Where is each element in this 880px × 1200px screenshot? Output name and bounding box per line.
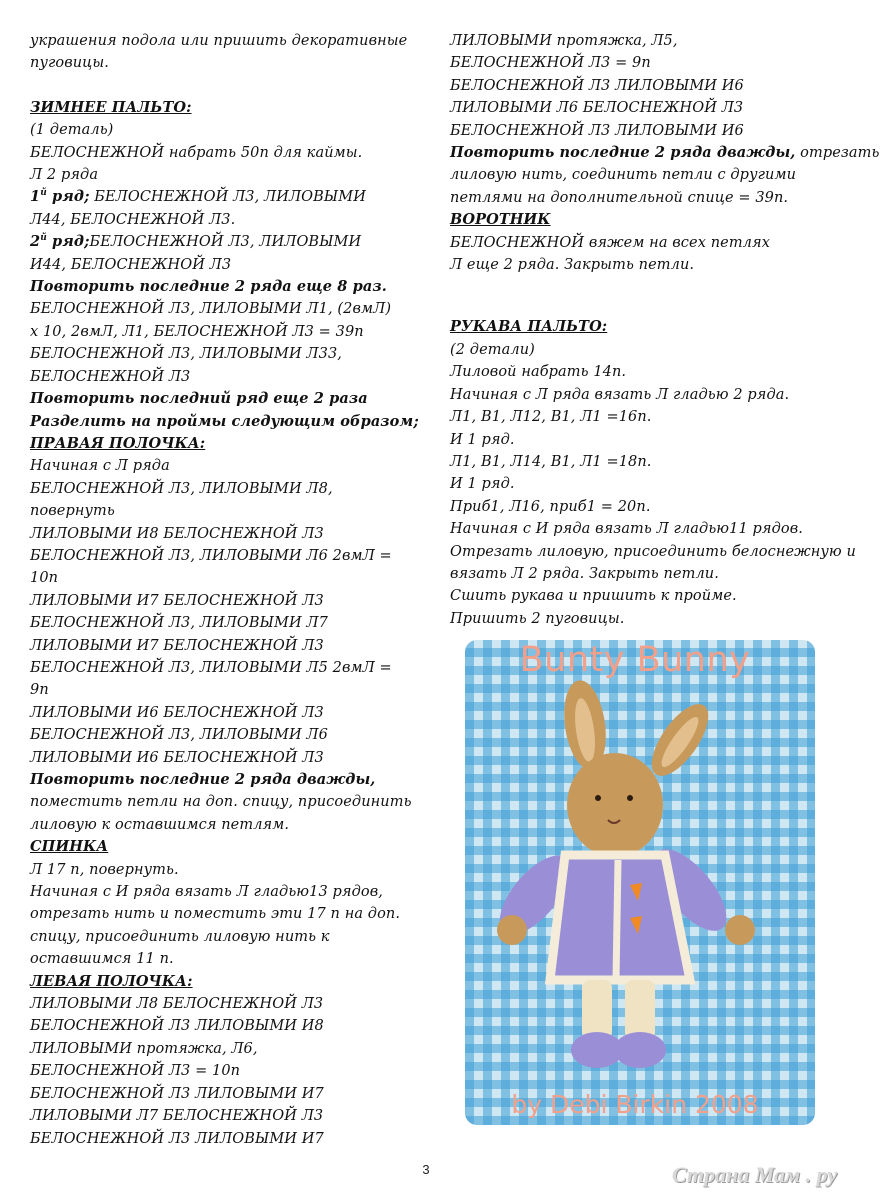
text-line: Начиная с И ряда вязать Л гладью13 рядов, bbox=[30, 884, 383, 901]
text-line: И 1 ряд. bbox=[450, 476, 515, 493]
text-line: БЕЛОСНЕЖНОЙ Л3, ЛИЛОВЫМИ Л8, bbox=[30, 480, 333, 497]
text-line: БЕЛОСНЕЖНОЙ Л3, ЛИЛОВЫМИ Л7 bbox=[30, 615, 328, 632]
text-line: лиловую к оставшимся петлям. bbox=[30, 816, 290, 833]
text-line: пуговицы. bbox=[30, 55, 110, 72]
text-line: БЕЛОСНЕЖНОЙ Л3 = 9п bbox=[450, 55, 651, 72]
text-line: украшения подола или пришить декоративные bbox=[30, 33, 408, 49]
text-line: Л 17 п, повернуть. bbox=[30, 861, 179, 878]
text-line: БЕЛОСНЕЖНОЙ Л3 ЛИЛОВЫМИ И7 bbox=[30, 1085, 324, 1102]
text-line: Начиная с И ряда вязать Л гладью11 рядов. bbox=[450, 521, 803, 538]
row-number-label: $2^й$ ряд; bbox=[30, 233, 90, 251]
text-line: БЕЛОСНЕЖНОЙ Л3 = 10п bbox=[30, 1063, 241, 1080]
text-line: ЛИЛОВЫМИ протяжка, Л5, bbox=[450, 33, 678, 49]
row-instructions: БЕЛОСНЕЖНОЙ Л3, ЛИЛОВЫМИ bbox=[89, 234, 362, 251]
text-line: ЛИЛОВЫМИ Л6 БЕЛОСНЕЖНОЙ Л3 bbox=[450, 100, 744, 117]
text-line: Начиная с Л ряда bbox=[30, 458, 170, 475]
text-line: ЛИЛОВЫМИ И7 БЕЛОСНЕЖНОЙ Л3 bbox=[30, 592, 324, 609]
photo-title: Bunty Bunny bbox=[519, 640, 751, 680]
text-line bbox=[450, 142, 880, 164]
text-line: спицу, присоединить лиловую нить к bbox=[30, 928, 330, 945]
text-line: ЛИЛОВЫМИ Л8 БЕЛОСНЕЖНОЙ Л3 bbox=[30, 996, 324, 1013]
watermark: Страна Мам . ру bbox=[671, 1162, 837, 1187]
text-line: И 1 ряд. bbox=[450, 431, 515, 448]
page-number: 3 bbox=[422, 1162, 430, 1177]
row-instructions: БЕЛОСНЕЖНОЙ Л3, ЛИЛОВЫМИ bbox=[89, 189, 366, 206]
text-line bbox=[30, 186, 420, 208]
text-line: Л1, В1, Л12, В1, Л1 =16п. bbox=[450, 409, 652, 426]
text-line: лиловую нить, соединить петли с другими bbox=[450, 167, 797, 184]
text-line: (1 деталь) bbox=[30, 122, 114, 139]
text-line: (2 детали) bbox=[450, 341, 535, 358]
section-heading: ЗИМНЕЕ ПАЛЬТО: bbox=[30, 98, 192, 116]
blank-line bbox=[450, 276, 835, 298]
text-line: БЕЛОСНЕЖНОЙ вяжем на всех петлях bbox=[450, 234, 770, 251]
text-line: х 10, 2вмЛ, Л1, БЕЛОСНЕЖНОЙ Л3 = 39п bbox=[30, 323, 364, 340]
text-line: БЕЛОСНЕЖНОЙ Л3, ЛИЛОВЫМИ Л33, bbox=[30, 346, 342, 363]
text-line: Пришить 2 пуговицы. bbox=[450, 610, 625, 627]
text-line: БЕЛОСНЕЖНОЙ Л3, ЛИЛОВЫМИ Л5 2вмЛ = bbox=[30, 659, 392, 676]
text-line: поместить петли на доп. спицу, присоединить bbox=[30, 794, 412, 811]
text-line: БЕЛОСНЕЖНОЙ Л3, ЛИЛОВЫМИ Л6 2вмЛ = bbox=[30, 547, 392, 564]
section-heading: ВОРОТНИК bbox=[450, 211, 551, 229]
text-line: Отрезать лиловую, присоединить белоснежную и bbox=[450, 543, 856, 560]
text-line: Сшить рукава и пришить к пройме. bbox=[450, 588, 737, 605]
text-line: повернуть bbox=[30, 503, 115, 520]
text-line: БЕЛОСНЕЖНОЙ набрать 50п для каймы. bbox=[30, 144, 363, 161]
section-heading: СПИНКА bbox=[30, 838, 109, 856]
instruction-tail: отрезать bbox=[795, 145, 880, 162]
section-heading: ПРАВАЯ ПОЛОЧКА: bbox=[30, 434, 206, 452]
right-column bbox=[450, 30, 880, 630]
text-line: Л1, В1, Л14, В1, Л1 =18п. bbox=[450, 453, 652, 470]
text-line: БЕЛОСНЕЖНОЙ Л3 ЛИЛОВЫМИ И6 bbox=[450, 77, 744, 94]
text-line: Л еще 2 ряда. Закрыть петли. bbox=[450, 257, 695, 274]
text-line: ЛИЛОВЫМИ И8 БЕЛОСНЕЖНОЙ Л3 bbox=[30, 525, 324, 542]
text-line: петлями на дополнительной спице = 39п. bbox=[450, 189, 789, 206]
bold-instruction: Повторить последний ряд еще 2 раза bbox=[30, 390, 368, 408]
bunny-figure bbox=[490, 680, 780, 1090]
text-line bbox=[30, 231, 420, 253]
text-line: ЛИЛОВЫМИ И7 БЕЛОСНЕЖНОЙ Л3 bbox=[30, 637, 324, 654]
text-line: Начиная с Л ряда вязать Л гладью 2 ряда. bbox=[450, 386, 790, 403]
text-line: Л44, БЕЛОСНЕЖНОЙ Л3. bbox=[30, 211, 236, 228]
text-line: ЛИЛОВЫМИ И6 БЕЛОСНЕЖНОЙ Л3 bbox=[30, 749, 324, 766]
text-line: отрезать нить и поместить эти 17 п на доп. bbox=[30, 906, 401, 923]
blank-line bbox=[30, 75, 420, 97]
text-line: ЛИЛОВЫМИ И6 БЕЛОСНЕЖНОЙ Л3 bbox=[30, 704, 324, 721]
bold-instruction: Повторить последние 2 ряда дважды, bbox=[30, 771, 376, 788]
text-line: И44, БЕЛОСНЕЖНОЙ Л3 bbox=[30, 256, 232, 273]
text-line: ЛИЛОВЫМИ Л7 БЕЛОСНЕЖНОЙ Л3 bbox=[30, 1108, 324, 1125]
bold-instruction: Повторить последние 2 ряда дважды, bbox=[450, 144, 796, 162]
text-line: Приб1, Л16, приб1 = 20п. bbox=[450, 498, 651, 515]
text-line: БЕЛОСНЕЖНОЙ Л3 bbox=[30, 368, 191, 385]
blank-line bbox=[450, 298, 835, 316]
text-line: 9п bbox=[30, 682, 49, 699]
text-line: БЕЛОСНЕЖНОЙ Л3, ЛИЛОВЫМИ Л1, (2вмЛ) bbox=[30, 301, 392, 318]
text-line: оставшимся 11 п. bbox=[30, 951, 174, 968]
text-line: вязать Л 2 ряда. Закрыть петли. bbox=[450, 565, 719, 582]
section-heading: ЛЕВАЯ ПОЛОЧКА: bbox=[30, 972, 193, 990]
ordinal-suffix: й bbox=[40, 188, 47, 199]
text-line: Лиловой набрать 14п. bbox=[450, 364, 627, 381]
text-line: БЕЛОСНЕЖНОЙ Л3 ЛИЛОВЫМИ И7 bbox=[30, 1130, 324, 1147]
row-number-label: $1^й$ ряд; bbox=[30, 188, 90, 206]
text-line: БЕЛОСНЕЖНОЙ Л3 ЛИЛОВЫМИ И8 bbox=[30, 1018, 324, 1035]
text-line: 10п bbox=[30, 570, 59, 587]
photo-credit: by Debi Birkin 2008 bbox=[511, 1090, 759, 1119]
text-line: БЕЛОСНЕЖНОЙ Л3 ЛИЛОВЫМИ И6 bbox=[450, 122, 744, 139]
text-line: ЛИЛОВЫМИ протяжка, Л6, bbox=[30, 1040, 258, 1057]
bold-instruction: Разделить на проймы следующим образом; bbox=[30, 412, 419, 430]
text-line: Л 2 ряда bbox=[30, 167, 99, 184]
text-line: БЕЛОСНЕЖНОЙ Л3, ЛИЛОВЫМИ Л6 bbox=[30, 727, 328, 744]
section-heading: РУКАВА ПАЛЬТО: bbox=[450, 318, 608, 336]
bold-instruction: Повторить последние 2 ряда еще 8 раз. bbox=[30, 278, 387, 296]
left-column bbox=[30, 30, 420, 1150]
ordinal-suffix: й bbox=[40, 233, 47, 244]
